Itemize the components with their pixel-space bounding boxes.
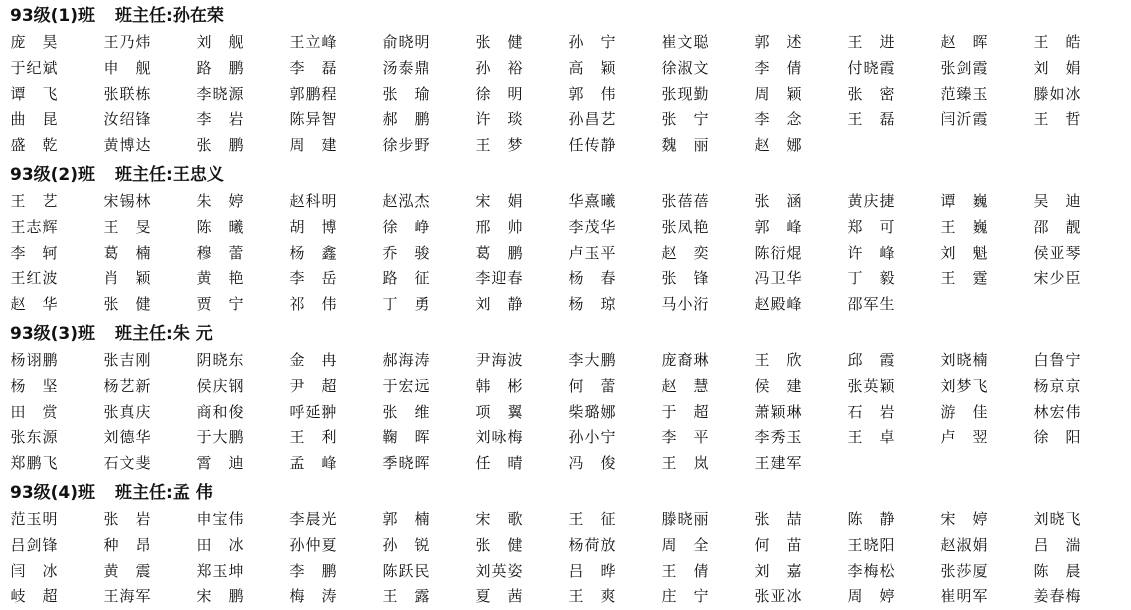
student-name: 赵殿峰 xyxy=(754,295,802,314)
student-name: 石文斐 xyxy=(103,454,151,473)
student-name: 张 健 xyxy=(475,535,523,554)
student-name: 于 超 xyxy=(661,402,709,421)
student-name: 郭 峰 xyxy=(754,217,802,236)
student-name: 孙仲夏 xyxy=(289,535,337,554)
student-name: 陈 曦 xyxy=(196,217,244,236)
student-name: 王 倩 xyxy=(661,561,709,580)
student-name: 盛 乾 xyxy=(10,136,58,155)
student-name: 孙昌艺 xyxy=(568,110,616,129)
student-name: 郑 可 xyxy=(847,217,895,236)
student-name: 刘 嘉 xyxy=(754,561,802,580)
student-grid xyxy=(10,189,1125,318)
student-name: 邱 霞 xyxy=(847,350,895,369)
student-name: 尹 超 xyxy=(289,376,337,395)
teacher-label: 班主任: xyxy=(115,164,173,185)
student-name: 申 舰 xyxy=(103,58,151,77)
student-name: 张 涵 xyxy=(754,191,802,210)
student-name: 王 征 xyxy=(568,509,616,528)
student-name: 杨荷放 xyxy=(568,535,616,554)
student-name: 赵 晖 xyxy=(940,33,988,51)
class-section xyxy=(10,161,1125,318)
student-name: 侯亚琴 xyxy=(1033,243,1081,262)
student-name: 何 苗 xyxy=(754,535,802,554)
student-name: 李 念 xyxy=(754,110,802,129)
student-name: 赵 华 xyxy=(10,295,58,314)
student-name: 王 利 xyxy=(289,428,337,447)
student-name: 范玉明 xyxy=(10,509,58,528)
student-name: 张 维 xyxy=(382,402,430,421)
student-name: 邢 帅 xyxy=(475,217,523,236)
student-name: 徐 峥 xyxy=(382,217,430,236)
student-grid xyxy=(10,507,1125,610)
student-name: 丁 勇 xyxy=(382,295,430,314)
student-name: 赵 奕 xyxy=(661,243,709,262)
student-name: 张亚冰 xyxy=(754,587,802,606)
student-name: 陈异智 xyxy=(289,110,337,129)
student-name: 刘 舰 xyxy=(196,33,244,51)
student-name: 李 鹏 xyxy=(289,561,337,580)
student-name: 黄 震 xyxy=(103,561,151,580)
student-name: 王 霆 xyxy=(940,269,988,288)
student-name: 王 进 xyxy=(847,33,895,51)
student-name: 李 岩 xyxy=(196,110,244,129)
class-section xyxy=(10,320,1125,477)
class-heading xyxy=(10,161,1125,189)
student-name: 于宏远 xyxy=(382,376,430,395)
student-name: 陈跃民 xyxy=(382,561,430,580)
student-name: 王 磊 xyxy=(847,110,895,129)
student-name: 鞠 晖 xyxy=(382,428,430,447)
student-name: 张 岩 xyxy=(103,509,151,528)
student-name: 李大鹏 xyxy=(568,350,616,369)
class-label: 93级(2)班 xyxy=(10,164,96,185)
student-name: 谭 飞 xyxy=(10,84,58,103)
student-name: 郝 鹏 xyxy=(382,110,430,129)
class-roster-document xyxy=(10,0,1125,610)
class-section xyxy=(10,2,1125,159)
class-heading xyxy=(10,2,1125,30)
student-name: 丁 毅 xyxy=(847,269,895,288)
student-name: 崔文聪 xyxy=(661,33,709,51)
student-name: 尹海波 xyxy=(475,350,523,369)
class-heading xyxy=(10,320,1125,348)
student-name: 闫 冰 xyxy=(10,561,58,580)
student-name: 闫沂霞 xyxy=(940,110,988,129)
teacher-label: 班主任: xyxy=(115,482,173,503)
student-name: 宋 婷 xyxy=(940,509,988,528)
student-name: 刘梦飞 xyxy=(940,376,988,395)
student-name: 冯卫华 xyxy=(754,269,802,288)
student-name: 孙 锐 xyxy=(382,535,430,554)
student-name: 郭 楠 xyxy=(382,509,430,528)
student-name: 马小洐 xyxy=(661,295,709,314)
student-name: 王 旻 xyxy=(103,217,151,236)
class-label: 93级(3)班 xyxy=(10,323,96,344)
teacher-label: 班主任: xyxy=(115,323,173,344)
student-name: 呼延翀 xyxy=(289,402,337,421)
student-name: 张蓓蓓 xyxy=(661,191,709,210)
student-name: 白鲁宁 xyxy=(1033,350,1081,369)
student-name: 汝绍锋 xyxy=(103,110,151,129)
teacher-name: 王忠义 xyxy=(172,164,224,185)
student-name: 王 露 xyxy=(382,587,430,606)
student-name: 张真庆 xyxy=(103,402,151,421)
teacher-name: 孟 伟 xyxy=(172,482,213,503)
student-name: 吕剑锋 xyxy=(10,535,58,554)
student-name: 杨 坚 xyxy=(10,376,58,395)
student-name: 宋 鹏 xyxy=(196,587,244,606)
student-name: 李 倩 xyxy=(754,58,802,77)
student-name: 杨 春 xyxy=(568,269,616,288)
class-heading xyxy=(10,479,1125,507)
student-name: 庞裔琳 xyxy=(661,350,709,369)
student-name: 陈 晨 xyxy=(1033,561,1081,580)
student-name: 杨京京 xyxy=(1033,376,1081,395)
student-name: 张剑霞 xyxy=(940,58,988,77)
student-name: 任传静 xyxy=(568,136,616,155)
student-name: 王海军 xyxy=(103,587,151,606)
student-name: 刘英姿 xyxy=(475,561,523,580)
student-name: 徐淑文 xyxy=(661,58,709,77)
student-name: 申宝伟 xyxy=(196,509,244,528)
student-name: 李 轲 xyxy=(10,243,58,262)
student-name: 张吉刚 xyxy=(103,350,151,369)
student-name: 岐 超 xyxy=(10,587,58,606)
student-name: 谭 巍 xyxy=(940,191,988,210)
student-name: 田 赏 xyxy=(10,402,58,421)
student-name: 张莎厦 xyxy=(940,561,988,580)
student-name: 张联栋 xyxy=(103,84,151,103)
student-name: 祁 伟 xyxy=(289,295,337,314)
student-name: 张 鹏 xyxy=(196,136,244,155)
student-name: 项 翼 xyxy=(475,402,523,421)
student-name: 张 喆 xyxy=(754,509,802,528)
student-name: 商和俊 xyxy=(196,402,244,421)
student-name: 赵泓杰 xyxy=(382,191,430,210)
student-name: 高 颖 xyxy=(568,58,616,77)
student-name: 王 皓 xyxy=(1033,33,1081,51)
student-name: 孙 裕 xyxy=(475,58,523,77)
student-name: 王 巍 xyxy=(940,217,988,236)
teacher-name: 孙在荣 xyxy=(172,6,224,26)
student-name: 张英颖 xyxy=(847,376,895,395)
student-name: 杨 鑫 xyxy=(289,243,337,262)
student-name: 王 艺 xyxy=(10,191,58,210)
student-name: 何 蕾 xyxy=(568,376,616,395)
student-name: 黄 艳 xyxy=(196,269,244,288)
student-name: 乔 骏 xyxy=(382,243,430,262)
student-name: 王 岚 xyxy=(661,454,709,473)
student-name: 葛 楠 xyxy=(103,243,151,262)
student-name: 陈衍焜 xyxy=(754,243,802,262)
student-name: 魏 丽 xyxy=(661,136,709,155)
student-name: 陈 静 xyxy=(847,509,895,528)
student-name: 于纪斌 xyxy=(10,58,58,77)
student-name: 霄 迪 xyxy=(196,454,244,473)
student-name: 滕晓丽 xyxy=(661,509,709,528)
student-name: 韩 彬 xyxy=(475,376,523,395)
student-name: 崔明军 xyxy=(940,587,988,606)
student-name: 许 琰 xyxy=(475,110,523,129)
student-name: 侯庆钢 xyxy=(196,376,244,395)
student-name: 李晨光 xyxy=(289,509,337,528)
student-name: 萧颖琳 xyxy=(754,402,802,421)
student-name: 路 鹏 xyxy=(196,58,244,77)
student-name: 李晓源 xyxy=(196,84,244,103)
student-name: 李 磊 xyxy=(289,58,337,77)
student-name: 张现勤 xyxy=(661,84,709,103)
student-name: 周 婷 xyxy=(847,587,895,606)
student-name: 张 锋 xyxy=(661,269,709,288)
student-name: 李秀玉 xyxy=(754,428,802,447)
teacher-name: 朱 元 xyxy=(172,323,213,344)
student-name: 李梅松 xyxy=(847,561,895,580)
student-name: 冯 俊 xyxy=(568,454,616,473)
student-name: 王建军 xyxy=(754,454,802,473)
student-name: 范臻玉 xyxy=(940,84,988,103)
student-name: 曲 昆 xyxy=(10,110,58,129)
student-name: 王乃炜 xyxy=(103,33,151,51)
student-name: 郭 伟 xyxy=(568,84,616,103)
student-name: 徐步野 xyxy=(382,136,430,155)
student-name: 林宏伟 xyxy=(1033,402,1081,421)
student-name: 孙小宁 xyxy=(568,428,616,447)
student-name: 孟 峰 xyxy=(289,454,337,473)
student-name: 葛 鹏 xyxy=(475,243,523,262)
student-name: 庞 昊 xyxy=(10,33,58,51)
student-name: 王 卓 xyxy=(847,428,895,447)
student-name: 许 峰 xyxy=(847,243,895,262)
student-name: 周 全 xyxy=(661,535,709,554)
student-name: 赵科明 xyxy=(289,191,337,210)
student-name: 任 晴 xyxy=(475,454,523,473)
student-grid xyxy=(10,30,1125,159)
student-name: 卢 翌 xyxy=(940,428,988,447)
student-name: 路 征 xyxy=(382,269,430,288)
student-name: 刘咏梅 xyxy=(475,428,523,447)
student-name: 郝海涛 xyxy=(382,350,430,369)
student-name: 种 昂 xyxy=(103,535,151,554)
student-name: 穆 蕾 xyxy=(196,243,244,262)
student-name: 王 哲 xyxy=(1033,110,1081,129)
student-grid xyxy=(10,348,1125,477)
student-name: 赵淑娟 xyxy=(940,535,988,554)
student-name: 季晓晖 xyxy=(382,454,430,473)
student-name: 华熹曦 xyxy=(568,191,616,210)
student-name: 梅 涛 xyxy=(289,587,337,606)
student-name: 俞晓明 xyxy=(382,33,430,51)
student-name: 金 冉 xyxy=(289,350,337,369)
student-name: 柴璐娜 xyxy=(568,402,616,421)
student-name: 刘 娟 xyxy=(1033,58,1081,77)
student-name: 王立峰 xyxy=(289,33,337,51)
student-name: 于大鹏 xyxy=(196,428,244,447)
student-name: 郭鹏程 xyxy=(289,84,337,103)
student-name: 宋少臣 xyxy=(1033,269,1081,288)
teacher-label: 班主任: xyxy=(115,6,173,26)
student-name: 王志辉 xyxy=(10,217,58,236)
student-name: 赵 娜 xyxy=(754,136,802,155)
student-name: 邵军生 xyxy=(847,295,895,314)
student-name: 宋 娟 xyxy=(475,191,523,210)
student-name: 卢玉平 xyxy=(568,243,616,262)
student-name: 黄博达 xyxy=(103,136,151,155)
student-name: 杨 琼 xyxy=(568,295,616,314)
student-name: 张 密 xyxy=(847,84,895,103)
student-name: 张 健 xyxy=(103,295,151,314)
student-name: 肖 颖 xyxy=(103,269,151,288)
student-name: 庄 宁 xyxy=(661,587,709,606)
class-section xyxy=(10,479,1125,610)
student-name: 宋锡林 xyxy=(103,191,151,210)
student-name: 李迎春 xyxy=(475,269,523,288)
student-name: 张 健 xyxy=(475,33,523,51)
student-name: 周 颖 xyxy=(754,84,802,103)
student-name: 朱 婷 xyxy=(196,191,244,210)
student-name: 游 佳 xyxy=(940,402,988,421)
student-name: 侯 建 xyxy=(754,376,802,395)
student-name: 刘 静 xyxy=(475,295,523,314)
student-name: 郭 述 xyxy=(754,33,802,51)
student-name: 阴晓东 xyxy=(196,350,244,369)
class-label: 93级(1)班 xyxy=(10,6,96,26)
student-name: 王 爽 xyxy=(568,587,616,606)
class-label: 93级(4)班 xyxy=(10,482,96,503)
student-name: 李茂华 xyxy=(568,217,616,236)
student-name: 吕 湍 xyxy=(1033,535,1081,554)
student-name: 石 岩 xyxy=(847,402,895,421)
student-name: 周 建 xyxy=(289,136,337,155)
student-name: 刘 魁 xyxy=(940,243,988,262)
student-name: 姜春梅 xyxy=(1033,587,1081,606)
student-name: 张 瑜 xyxy=(382,84,430,103)
student-name: 杨诩鹏 xyxy=(10,350,58,369)
student-name: 刘德华 xyxy=(103,428,151,447)
student-name: 吕 晔 xyxy=(568,561,616,580)
student-name: 王 梦 xyxy=(475,136,523,155)
student-name: 孙 宁 xyxy=(568,33,616,51)
student-name: 夏 茜 xyxy=(475,587,523,606)
student-name: 李 平 xyxy=(661,428,709,447)
student-name: 刘晓楠 xyxy=(940,350,988,369)
student-name: 王红波 xyxy=(10,269,58,288)
student-name: 赵 慧 xyxy=(661,376,709,395)
student-name: 徐 阳 xyxy=(1033,428,1081,447)
student-name: 王 欣 xyxy=(754,350,802,369)
student-name: 王晓阳 xyxy=(847,535,895,554)
student-name: 邵 靓 xyxy=(1033,217,1081,236)
student-name: 滕如冰 xyxy=(1033,84,1081,103)
student-name: 黄庆捷 xyxy=(847,191,895,210)
student-name: 宋 歌 xyxy=(475,509,523,528)
student-name: 张 宁 xyxy=(661,110,709,129)
student-name: 张东源 xyxy=(10,428,58,447)
student-name: 汤泰鼎 xyxy=(382,58,430,77)
student-name: 付晓霞 xyxy=(847,58,895,77)
student-name: 胡 博 xyxy=(289,217,337,236)
student-name: 刘晓飞 xyxy=(1033,509,1081,528)
student-name: 张凤艳 xyxy=(661,217,709,236)
student-name: 田 冰 xyxy=(196,535,244,554)
student-name: 徐 明 xyxy=(475,84,523,103)
student-name: 李 岳 xyxy=(289,269,337,288)
student-name: 杨艺新 xyxy=(103,376,151,395)
student-name: 吴 迪 xyxy=(1033,191,1081,210)
student-name: 郑鹏飞 xyxy=(10,454,58,473)
student-name: 贾 宁 xyxy=(196,295,244,314)
student-name: 郑玉坤 xyxy=(196,561,244,580)
